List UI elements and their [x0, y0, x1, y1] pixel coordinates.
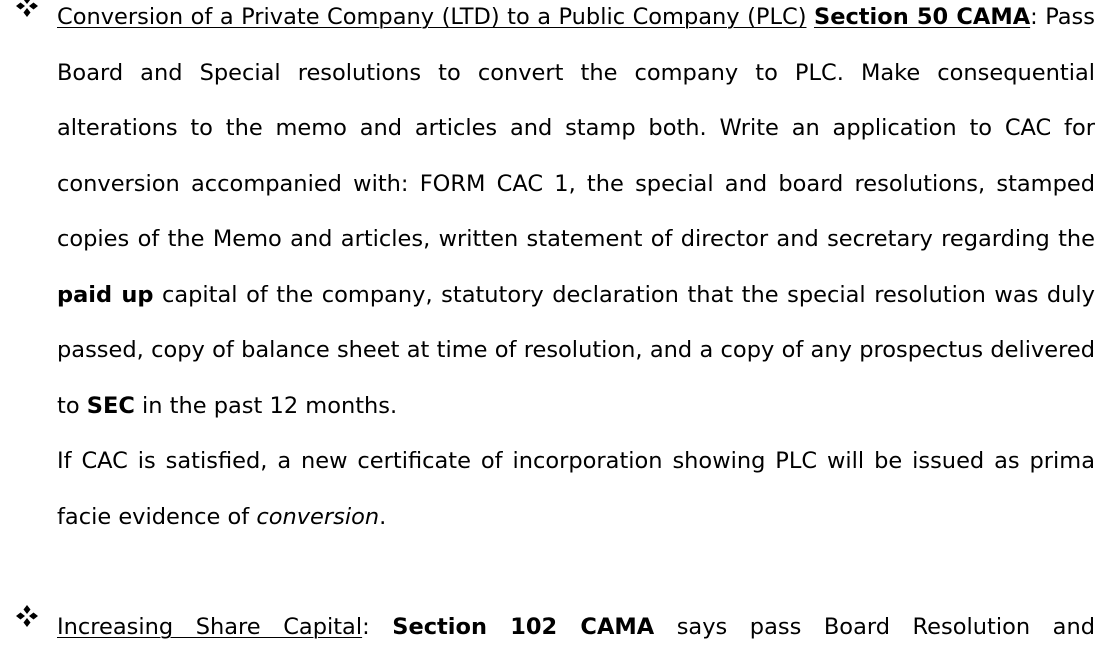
followup-end: . — [379, 503, 387, 530]
section-ref-50: Section 50 CAMA — [813, 4, 1031, 30]
heading-conversion: Conversion of a Private Company (LTD) to a Public Company (PLC) — [57, 4, 807, 30]
colon: : — [362, 614, 370, 640]
body-text-1: Pass Board and Special resolutions to convert the company to PLC. Make consequential alterations to the memo and articles and stamp both. Write an application to CAC for conversion accompanied with: FORM CAC 1, the special and board resolutions, stamped copies of the Memo and articles, written statement of director and secretary regarding the — [57, 4, 1096, 252]
followup-text: If CAC is satisfied, a new certificate of incorporation showing PLC will be issued as prima facie evidence of — [57, 448, 1095, 530]
conversion-paragraph — [57, 0, 1095, 434]
list-item-increasing-share-capital — [0, 600, 1095, 656]
bold-paid-up: paid up — [57, 281, 154, 308]
section-ref-102: Section 102 CAMA — [392, 614, 655, 640]
four-diamond-bullet-icon — [14, 0, 40, 19]
four-diamond-bullet-icon — [14, 603, 40, 629]
body-text-3: in the past 12 months. — [134, 392, 398, 419]
body-text: says pass Board Resolution and — [654, 614, 1095, 640]
body-text-2: capital of the company, statutory declaration that the special resolution was duly passed, copy of balance sheet at time of resolution, and a copy of any prospectus delivered to — [57, 281, 1095, 419]
heading-share-capital: Increasing Share Capital — [57, 614, 363, 640]
followup-italic: conversion — [256, 503, 380, 530]
colon: : — [1030, 4, 1038, 30]
followup-paragraph — [57, 434, 1095, 545]
bold-sec: SEC — [86, 392, 135, 419]
share-capital-paragraph — [57, 600, 1095, 656]
